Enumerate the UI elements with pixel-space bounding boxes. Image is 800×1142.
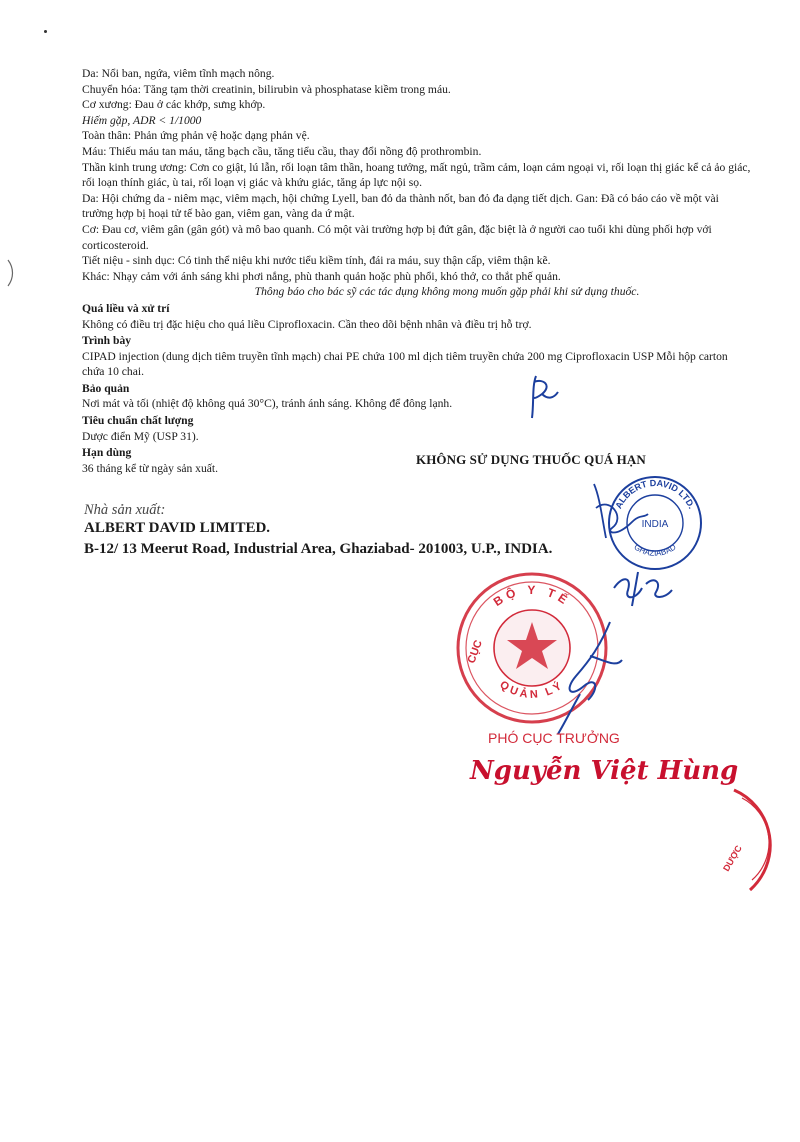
signatory-name: Nguyễn Việt Hùng (470, 756, 739, 786)
body-text (82, 66, 752, 476)
partial-seal-right (721, 780, 800, 900)
official-seal-left: CỤC (465, 638, 485, 666)
initial-signature-small (522, 372, 562, 422)
official-seal-bottom: QUẢN LÝ (497, 678, 567, 701)
storage-text: Nơi mát và tối (nhiệt độ không quá 30°C), tránh ánh sáng. Không để đông lạnh. (82, 397, 453, 411)
svg-text:BỘ Y TẾ (491, 583, 574, 609)
presentation-text: CIPAD injection (dung dịch tiêm truyền tĩnh mạch) chai PE chứa 100 ml dịch tiêm truyền chứa 200 mg Ciprofloxacin USP Mỗi hộp carton chứa 10 chai. (82, 349, 728, 379)
side-effect-muscle: Cơ: Đau cơ, viêm gân (gân gót) và mô bao quanh. Có một vài trường hợp bị đứt gân, đặc biệt là ở người cao tuổi khi dùng phối hợp với corticosteroid. (82, 222, 712, 252)
side-effect-skin-liver: Da: Hội chứng da - niêm mạc, viêm mạch, hội chứng Lyell, ban đỏ da thành nốt, ban đỏ đa dạng tiết dịch. Gan: Đã có báo cáo về một vài trường hợp bị hoại tử tế bào gan, viêm gan, vàng da ứ mật. (82, 191, 719, 221)
manufacturer-label: Nhà sản xuất: (84, 502, 166, 518)
company-signature (586, 478, 656, 548)
side-effect-cns: Thần kinh trung ương: Cơn co giật, lú lẫn, rối loạn tâm thần, hoang tưởng, mất ngủ, trầm cảm, loạn cảm ngoại vi, rối loạn thị giác kể cả ảo giác, rối loạn thính giác, ù tai, rối loạn vị giác và khứu giác, tăng áp lực nội sọ. (82, 160, 751, 190)
expiry-text: 36 tháng kể từ ngày sản xuất. (82, 461, 219, 475)
official-seal-top: BỘ Y TẾ (490, 582, 574, 609)
partial-seal-text: DƯỢC (721, 843, 744, 873)
scan-dot (44, 30, 47, 33)
expiry-heading: Hạn dùng (82, 446, 132, 460)
official-signature (540, 616, 630, 736)
rare-adr-heading: Hiếm gặp, ADR < 1/1000 (82, 113, 202, 127)
storage-heading: Bảo quản (82, 381, 130, 395)
side-effect-urogenital: Tiết niệu - sinh dục: Có tinh thể niệu khi nước tiểu kiềm tính, đái ra máu, suy thận cấp, viêm thận kẽ. (82, 254, 551, 268)
left-edge-mark (4, 258, 18, 288)
standard-heading: Tiêu chuẩn chất lượng (82, 414, 194, 428)
side-effect-metabolism: Chuyển hóa: Tăng tạm thời creatinin, bilirubin và phosphatase kiềm trong máu. (82, 82, 451, 96)
side-effect-musculoskeletal: Cơ xương: Đau ở các khớp, sưng khớp. (82, 98, 266, 112)
overdose-text: Không có điều trị đặc hiệu cho quá liều Ciprofloxacin. Cần theo dõi bệnh nhân và điều trị hỗ trợ. (82, 317, 532, 331)
side-effect-skin: Da: Nổi ban, ngứa, viêm tĩnh mạch nông. (82, 67, 275, 80)
manufacturer-address: B-12/ 13 Meerut Road, Industrial Area, Ghaziabad- 201003, U.P., INDIA. (84, 541, 553, 557)
overdose-heading: Quá liều và xử trí (82, 301, 170, 315)
standard-text: Dược điển Mỹ (USP 31). (82, 429, 199, 443)
signatory-title: PHÓ CỤC TRƯỞNG (488, 730, 620, 746)
initial-signature-2 (608, 566, 678, 616)
company-seal-center: INDIA (641, 519, 669, 530)
manufacturer-name: ALBERT DAVID LIMITED. (84, 520, 271, 536)
side-effect-systemic: Toàn thân: Phản ứng phản vệ hoặc dạng phản vệ. (82, 129, 310, 143)
side-effect-blood: Máu: Thiếu máu tan máu, tăng bạch cầu, tăng tiểu cầu, thay đổi nồng độ prothrombin. (82, 144, 482, 158)
side-effect-other: Khác: Nhạy cảm với ánh sáng khi phơi nắng, phù thanh quản hoặc phù phổi, khó thở, co thắt phế quản. (82, 269, 561, 283)
presentation-heading: Trình bày (82, 334, 132, 348)
company-seal-bottom: GHAZIABAD (632, 542, 678, 558)
doctor-notice: Thông báo cho bác sỹ các tác dụng không mong muốn gặp phải khi sử dụng thuốc. (254, 285, 640, 299)
company-seal-top: ALBERT DAVID LTD. (613, 477, 697, 511)
expiry-warning: KHÔNG SỬ DỤNG THUỐC QUÁ HẠN (416, 452, 646, 467)
